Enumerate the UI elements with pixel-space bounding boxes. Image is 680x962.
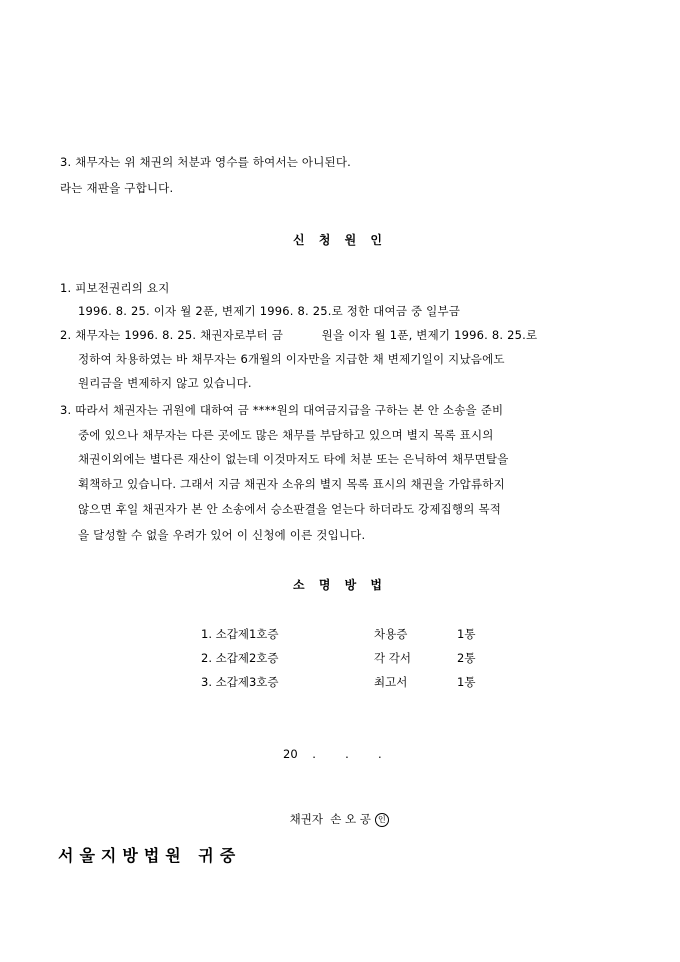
reason-item-3-line: 않으면 후일 채권자가 본 안 소송에서 승소판결을 얻는다 하더라도 강제집행의 목적	[78, 502, 502, 516]
reasons-heading: 신 청 원 인	[293, 233, 387, 247]
reason-item-3-line: 획책하고 있습니다. 그래서 지금 채권자 소유의 별지 목록 표시의 채권을 가압류하지	[78, 477, 505, 491]
reason-item-3-line: 3. 따라서 채권자는 귀원에 대하여 금 ****원의 대여금지급을 구하는 본 안 소송을 준비	[60, 403, 504, 417]
filing-date: 20 . . .	[283, 747, 382, 761]
evidence-doc: 최고서	[374, 675, 408, 689]
reason-item-3-line: 을 달성할 수 없을 우려가 있어 이 신청에 이른 것입니다.	[78, 528, 366, 542]
creditor-signature	[275, 797, 389, 841]
evidence-count: 1통	[457, 627, 476, 641]
reason-item-3-line: 채권이외에는 별다른 재산이 없는데 이것마저도 타에 처분 또는 은닉하여 채무면탈을	[78, 452, 509, 466]
court-addressee: 서울지방법원 귀중	[58, 846, 242, 865]
evidence-heading: 소 명 방 법	[293, 578, 387, 592]
creditor-name: 채권자 손 오 공	[289, 812, 371, 826]
reason-item-2-line: 원리금을 변제하지 않고 있습니다.	[78, 376, 252, 390]
claim-item-3: 3. 채무자는 위 채권의 처분과 영수를 하여서는 아니된다.	[60, 155, 352, 169]
reason-item-2-line: 2. 채무자는 1996. 8. 25. 채권자로부터 금 원을 이자 월 1푼, 변제기 1996. 8. 25.로	[60, 328, 538, 342]
evidence-doc: 각 각서	[374, 651, 411, 665]
claim-closing: 라는 재판을 구합니다.	[60, 181, 174, 195]
seal-icon: 인	[375, 813, 389, 827]
evidence-count: 1통	[457, 675, 476, 689]
evidence-count: 2통	[457, 651, 476, 665]
evidence-label: 2. 소갑제2호증	[201, 651, 279, 665]
evidence-label: 3. 소갑제3호증	[201, 675, 279, 689]
evidence-label: 1. 소갑제1호증	[201, 627, 279, 641]
reason-item-2-line: 정하여 차용하였는 바 채무자는 6개월의 이자만을 지급한 채 변제기일이 지났음에도	[78, 352, 505, 366]
reason-item-1-title: 1. 피보전권리의 요지	[60, 281, 170, 295]
reason-item-1-body: 1996. 8. 25. 이자 월 2푼, 변제기 1996. 8. 25.로 정한 대여금 중 일부금	[78, 304, 461, 318]
reason-item-3-line: 중에 있으나 채무자는 다른 곳에도 많은 채무를 부담하고 있으며 별지 목록 표시의	[78, 428, 494, 442]
evidence-doc: 차용증	[374, 627, 408, 641]
